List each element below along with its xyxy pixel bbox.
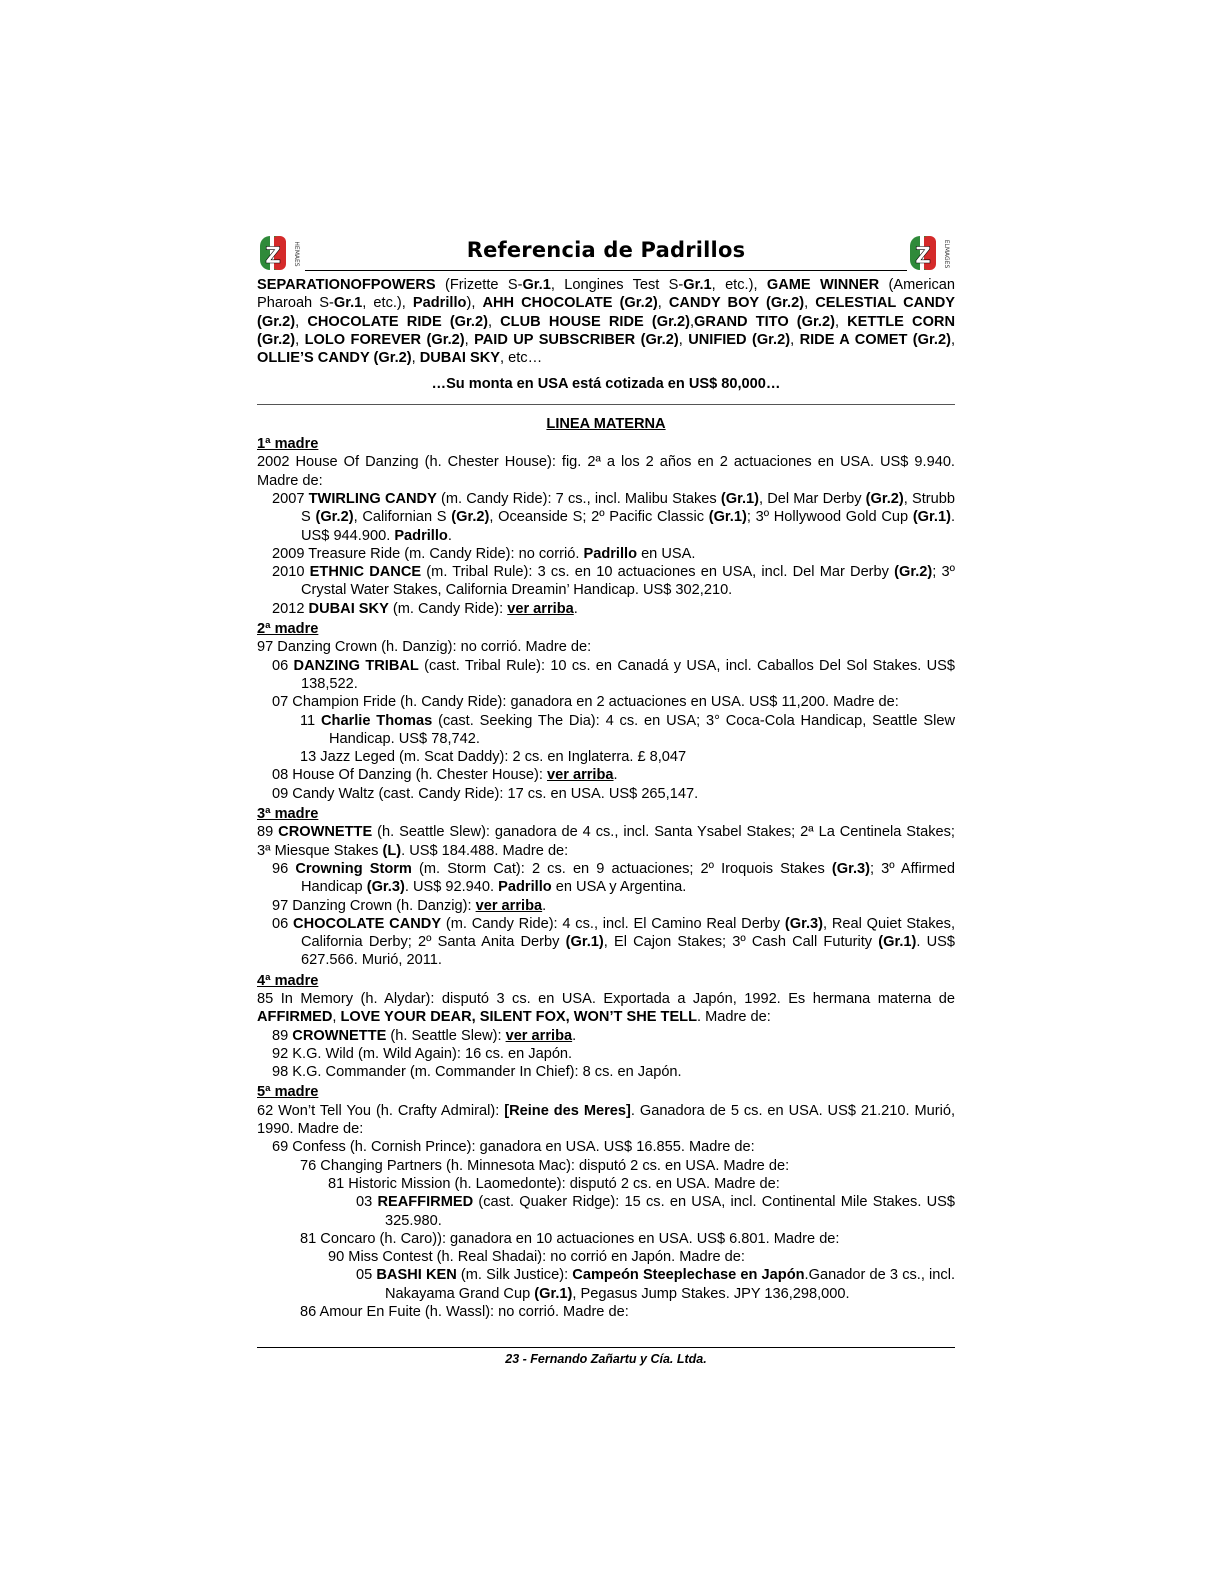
dam-2-intro: 97 Danzing Crown (h. Danzig): no corrió. Madre de: <box>257 639 592 656</box>
dam-1-label: 1ª madre <box>257 436 319 453</box>
dam-3-offspring-2: 97 Danzing Crown (h. Danzig): ver arriba. <box>272 897 547 914</box>
dam-2-offspring-2: 07 Champion Fride (h. Candy Ride): ganadora en 2 actuaciones en USA. US$ 11,200. Madre de: <box>272 694 899 711</box>
section-divider <box>257 404 955 405</box>
ver-arriba-link[interactable]: ver arriba <box>505 1027 573 1044</box>
linea-materna-heading: LINEA MATERNA <box>546 415 666 432</box>
dam-3-offspring-3: 06 CHOCOLATE CANDY (m. Candy Ride): 4 cs., incl. El Camino Real Derby (Gr.3), Real Quiet Stakes, California Derby; 2º Santa Anita Derby (Gr.1), El Cajon Stakes; 3º Cash Call Futurity (Gr.1). US$ 627.566. Murió, 2011. <box>272 915 955 969</box>
logo-left <box>257 232 305 272</box>
dam-5-grand-offspring-2: 81 Concaro (h. Caro)): ganadora en 10 actuaciones en USA. US$ 6.801. Madre de: <box>300 1230 840 1247</box>
dam-2-label: 2ª madre <box>257 621 319 638</box>
dam-5-descendant-reaffirmed: 03 REAFFIRMED (cast. Quaker Ridge): 15 cs. en USA, incl. Continental Mile Stakes. US$ 325.980. <box>356 1194 955 1229</box>
dam-4-intro: 85 In Memory (h. Alydar): disputó 3 cs. en USA. Exportada a Japón, 1992. Es hermana materna de AFFIRMED, LOVE YOUR DEAR, SILENT FOX, WON’T SHE TELL. Madre de: <box>257 990 955 1026</box>
dam-2-offspring-3: 08 House Of Danzing (h. Chester House): ver arriba. <box>272 767 618 784</box>
page-header <box>257 228 955 276</box>
dam-3-intro: 89 CROWNETTE (h. Seattle Slew): ganadora de 4 cs., incl. Santa Ysabel Stakes; 2ª La Centinela Stakes; 3ª Miesque Stakes (L). US$ 184.488. Madre de: <box>257 824 955 859</box>
dam-4-offspring-3: 98 K.G. Commander (m. Commander In Chief): 8 cs. en Japón. <box>272 1064 682 1081</box>
svg-text:HEMAES: HEMAES <box>293 241 300 267</box>
ver-arriba-link[interactable]: ver arriba <box>546 767 614 784</box>
svg-text:ELMAGES: ELMAGES <box>943 239 950 269</box>
dam-1-offspring-3: 2010 ETHNIC DANCE (m. Tribal Rule): 3 cs. en 10 actuaciones en USA, incl. Del Mar Derby (Gr.2); 3º Crystal Water Stakes, California Dreamin’ Handicap. US$ 302,210. <box>272 564 956 599</box>
ver-arriba-link[interactable]: ver arriba <box>475 897 543 914</box>
logo-right <box>907 232 955 272</box>
dam-5-offspring-1: 69 Confess (h. Cornish Prince): ganadora en USA. US$ 16.855. Madre de: <box>272 1139 755 1156</box>
dam-5-descendant-bashi-ken: 05 BASHI KEN (m. Silk Justice): Campeón Steeplechase en Japón.Ganador de 3 cs., incl. Nakayama Grand Cup (Gr.1), Pegasus Jump Stakes. JPY 136,298,000. <box>356 1267 955 1302</box>
dam-5-grand-offspring-3: 86 Amour En Fuite (h. Wassl): no corrió. Madre de: <box>300 1304 629 1321</box>
dam-5-great-grand-offspring-2: 90 Miss Contest (h. Real Shadai): no corrió en Japón. Madre de: <box>328 1249 745 1266</box>
dam-1-offspring-4: 2012 DUBAI SKY (m. Candy Ride): ver arriba. <box>272 600 578 617</box>
dam-3-label: 3ª madre <box>257 806 319 823</box>
footer-rule <box>257 1347 955 1348</box>
dam-1-intro: 2002 House Of Danzing (h. Chester House): fig. 2ª a los 2 años en 2 actuaciones en USA. US$ 9.940. Madre de: <box>257 454 955 489</box>
dam-2-offspring-4: 09 Candy Waltz (cast. Candy Ride): 17 cs. en USA. US$ 265,147. <box>272 785 699 802</box>
dam-5-label: 5ª madre <box>257 1084 319 1101</box>
dam-1-offspring-2: 2009 Treasure Ride (m. Candy Ride): no corrió. Padrillo en USA. <box>272 545 696 562</box>
page-footer: 23 - Fernando Zañartu y Cía. Ltda. <box>505 1352 707 1366</box>
progeny-paragraph: SEPARATIONOFPOWERS (Frizette S-Gr.1, Longines Test S-Gr.1, etc.), GAME WINNER (American Pharoah S-Gr.1, etc.), Padrillo), AHH CHOCOLATE (Gr.2), CANDY BOY (Gr.2), CELESTIAL CANDY (Gr.2), CHOCOLATE RIDE (Gr.2), CLUB HOUSE RIDE (Gr.2),GRAND TITO (Gr.2), KETTLE CORN (Gr.2), LOLO FOREVER (Gr.2), PAID UP SUBSCRIBER (Gr.2), UNIFIED (Gr.2), RIDE A COMET (Gr.2), OLLIE’S CANDY (Gr.2), DUBAI SKY, etc… <box>257 277 956 367</box>
dam-4-offspring-1: 89 CROWNETTE (h. Seattle Slew): ver arriba. <box>272 1027 577 1044</box>
dam-4-offspring-2: 92 K.G. Wild (m. Wild Again): 16 cs. en Japón. <box>272 1045 573 1062</box>
title-underline <box>305 270 907 271</box>
dam-3-offspring-1: 96 Crowning Storm (m. Storm Cat): 2 cs. en 9 actuaciones; 2º Iroquois Stakes (Gr.3); 3º Affirmed Handicap (Gr.3). US$ 92.940. Padrillo en USA y Argentina. <box>272 860 955 896</box>
dam-4-label: 4ª madre <box>257 972 319 989</box>
dam-5-intro: 62 Won’t Tell You (h. Crafty Admiral): [Reine des Meres]. Ganadora de 5 cs. en USA. US$ 21.210. Murió, 1990. Madre de: <box>257 1102 956 1138</box>
dam-1-offspring-1: 2007 TWIRLING CANDY (m. Candy Ride): 7 cs., incl. Malibu Stakes (Gr.1), Del Mar Derby (Gr.2), Strubb S (Gr.2), Californian S (Gr.2), Oceanside S; 2º Pacific Classic (Gr.1); 3º Hollywood Gold Cup (Gr.1). US$ 944.900. Padrillo. <box>272 490 956 544</box>
svg-text:Z: Z <box>265 244 281 269</box>
document-page <box>257 228 955 1321</box>
dam-2-grand-offspring-1: 11 Charlie Thomas (cast. Seeking The Dia): 4 cs. en USA; 3° Coca-Cola Handicap, Seattle Slew Handicap. US$ 78,742. <box>300 712 955 747</box>
dam-2-offspring-1: 06 DANZING TRIBAL (cast. Tribal Rule): 10 cs. en Canadá y USA, incl. Caballos Del Sol Stakes. US$ 138,522. <box>272 657 955 692</box>
svg-text:Z: Z <box>915 244 931 269</box>
page-title: Referencia de Padrillos <box>466 238 746 262</box>
ver-arriba-link[interactable]: ver arriba <box>507 600 574 617</box>
dam-2-grand-offspring-2: 13 Jazz Leged (m. Scat Daddy): 2 cs. en Inglaterra. £ 8,047 <box>300 749 687 766</box>
dam-5-great-grand-offspring-1: 81 Historic Mission (h. Laomedonte): disputó 2 cs. en USA. Madre de: <box>328 1175 780 1192</box>
dam-5-grand-offspring-1: 76 Changing Partners (h. Minnesota Mac): disputó 2 cs. en USA. Madre de: <box>300 1157 790 1174</box>
stud-fee-note: …Su monta en USA está cotizada en US$ 80,000… <box>431 376 781 393</box>
